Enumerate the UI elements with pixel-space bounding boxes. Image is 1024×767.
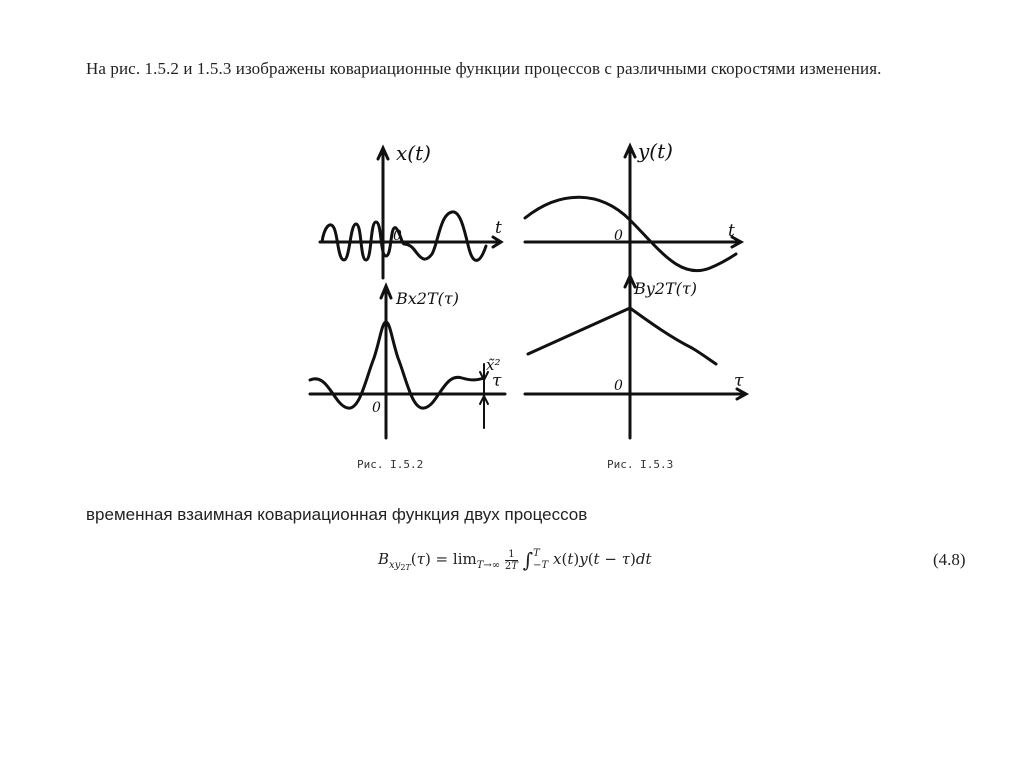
label-x-mean-square: x̃² xyxy=(486,356,501,374)
graphs-svg xyxy=(300,128,760,453)
curve-by-tau xyxy=(528,308,716,364)
curve-x-t xyxy=(322,212,486,260)
label-tau-bottom-left: τ xyxy=(492,371,502,391)
origin-top-left: 0 xyxy=(393,228,402,244)
label-t-top-right: t xyxy=(728,221,735,241)
label-y-t: y(t) xyxy=(638,139,673,163)
graph-bx-tau xyxy=(310,286,505,438)
graph-y-t xyxy=(525,146,741,278)
label-t-top-left: t xyxy=(495,218,502,238)
label-by-tau: By2T(τ) xyxy=(634,279,697,298)
origin-top-right: 0 xyxy=(614,228,623,244)
caption-fig-153: Рис. I.5.3 xyxy=(607,458,674,471)
label-x-t: x(t) xyxy=(396,141,431,165)
intro-paragraph: На рис. 1.5.2 и 1.5.3 изображены ковариационные функции процессов с различными скоростями изменения. xyxy=(86,59,882,78)
graph-x-t xyxy=(320,148,501,278)
label-tau-bottom-right: τ xyxy=(734,371,744,391)
lead-sentence: временная взаимная ковариационная функция двух процессов xyxy=(86,505,588,524)
figure-graphs xyxy=(300,128,760,453)
origin-bottom-left: 0 xyxy=(372,400,381,416)
covariance-formula: $B_{xy2T}(\tau) = \lim_{T\to\infty}$ $\frac{1}{2T}$ ∫ T −T x(t)y(t − τ)dt xyxy=(378,548,652,572)
label-bx-tau: Bx2T(τ) xyxy=(396,289,459,308)
equation-number: (4.8) xyxy=(933,550,966,569)
graph-by-tau xyxy=(525,276,746,438)
origin-bottom-right: 0 xyxy=(614,378,623,394)
caption-fig-152: Рис. I.5.2 xyxy=(357,458,424,471)
